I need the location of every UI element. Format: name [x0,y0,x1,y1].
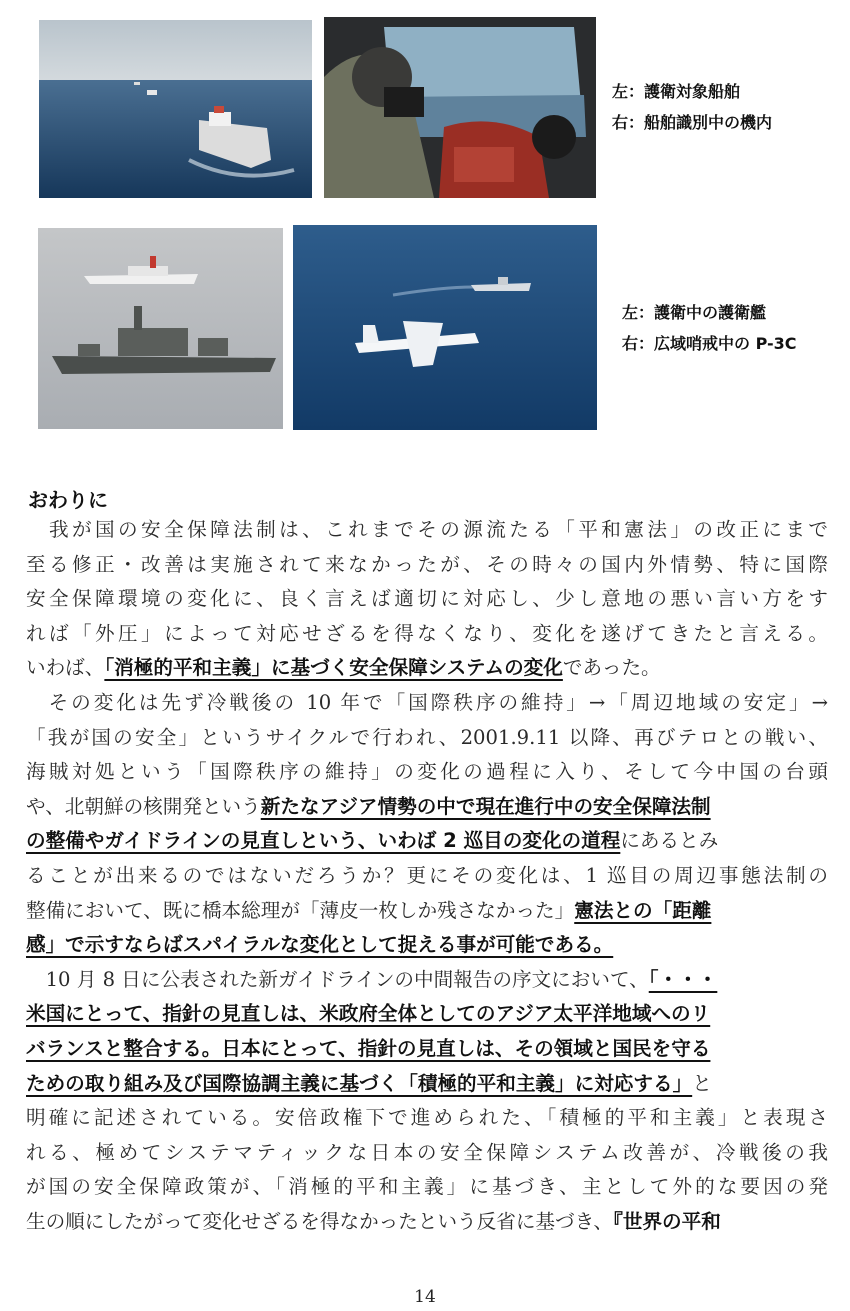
photo-escort-destroyer [38,228,283,429]
emphasis-text: バランスと整合する。日本にとって、指針の見直しは、その領域と国民を守る [26,1036,711,1060]
body-text-segment: や、北朝鮮の核開発という [26,794,261,818]
body-text-segment: 10 月 8 日に公表された新ガイドラインの中間報告の序文において、 [26,967,649,991]
body-line: 至る修正・改善は実施されて来なかったが、その時々の国内外情勢、特に国際 [26,552,828,576]
body-line [26,928,828,963]
body-line [26,1067,828,1102]
body-line [26,997,828,1032]
photo-p3c-patrol [293,225,597,430]
caption-bottom [622,297,797,359]
page-number: 14 [414,1287,436,1307]
body-text-segment: 生の順にしたがって変化せざるを得なかったという反省に基づき、 [26,1209,614,1233]
emphasis-text: 米国にとって、指針の見直しは、米政府全体としてのアジア太平洋地域へのリ [26,1002,711,1026]
body-text-segment: にあるとみ [620,829,719,853]
emphasis-text: ための取り組み及び国際協調主義に基づく「積極的平和主義」に対応する」 [26,1071,693,1095]
emphasis-text: 『世界の平和 [613,1209,721,1233]
body-line: 「我が国の安全」というサイクルで行われ、2001.9.11 以降、再びテロとの戦い、 [26,725,828,749]
emphasis-text: 「・・・ [648,967,718,991]
body-line [26,963,828,998]
photo-escorted-vessel [39,20,312,198]
section-heading: おわりに [28,488,108,512]
body-line: 安全保障環境の変化に、良く言えば適切に対応し、少し意地の悪い言い方をす [26,587,828,611]
emphasis-text: 感」で示すならばスパイラルな変化として捉える事が可能である。 [26,933,614,957]
body-text-segment: いわば、 [26,656,105,680]
body-line [26,894,828,929]
emphasis-text: 新たなアジア情勢の中で現在進行中の安全保障法制 [260,794,711,818]
body-text-segment: であった。 [562,656,661,680]
body-line: 明確に記述されている。安倍政権下で進められた、「積極的平和主義」と表現さ [26,1106,828,1130]
body-line [26,824,828,859]
body-line [26,651,828,686]
caption-top-right: 右：船舶識別中の機内 [612,113,773,132]
caption-bottom-left: 左：護衛中の護衛艦 [622,303,767,322]
emphasis-text: の整備やガイドラインの見直しという、いわば 2 巡目の変化の道程 [26,829,621,853]
body-line [26,790,828,825]
body-line [26,1205,828,1240]
body-text-segment: と [692,1071,712,1095]
body-line: れば「外圧」によって対応せざるを得なくなり、変化を遂げてきたと言える。 [26,621,828,645]
body-line: その変化は先ず冷戦後の 10 年で「国際秩序の維持」→「周辺地域の安定」→ [26,690,828,714]
body-line [26,1032,828,1067]
body-line: 海賊対処という「国際秩序の維持」の変化の過程に入り、そして今中国の台頭 [26,760,828,784]
emphasis-text: 「消極的平和主義」に基づく安全保障システムの変化 [104,656,563,680]
body-line: れる、極めてシステマティックな日本の安全保障システム改善が、冷戦後の我 [26,1140,828,1164]
body-line: 我が国の安全保障法制は、これまでその源流たる「平和憲法」の改正にまで [26,518,828,541]
photo-aircraft-cabin [324,17,596,198]
body-text [26,513,828,1239]
body-line: ることが出来るのではないだろうか？更にその変化は、1 巡目の周辺事態法制の [26,863,828,887]
body-text-segment: 整備において、既に橋本総理が「薄皮一枚しか残さなかった」 [26,898,575,922]
caption-top [612,76,772,138]
caption-bottom-right: 右：広域哨戒中の P-3C [622,334,797,353]
body-line: が国の安全保障政策が、「消極的平和主義」に基づき、主として外的な要因の発 [26,1175,828,1199]
emphasis-text: 憲法との「距離 [574,898,712,922]
caption-top-left: 左：護衛対象船舶 [612,82,741,101]
